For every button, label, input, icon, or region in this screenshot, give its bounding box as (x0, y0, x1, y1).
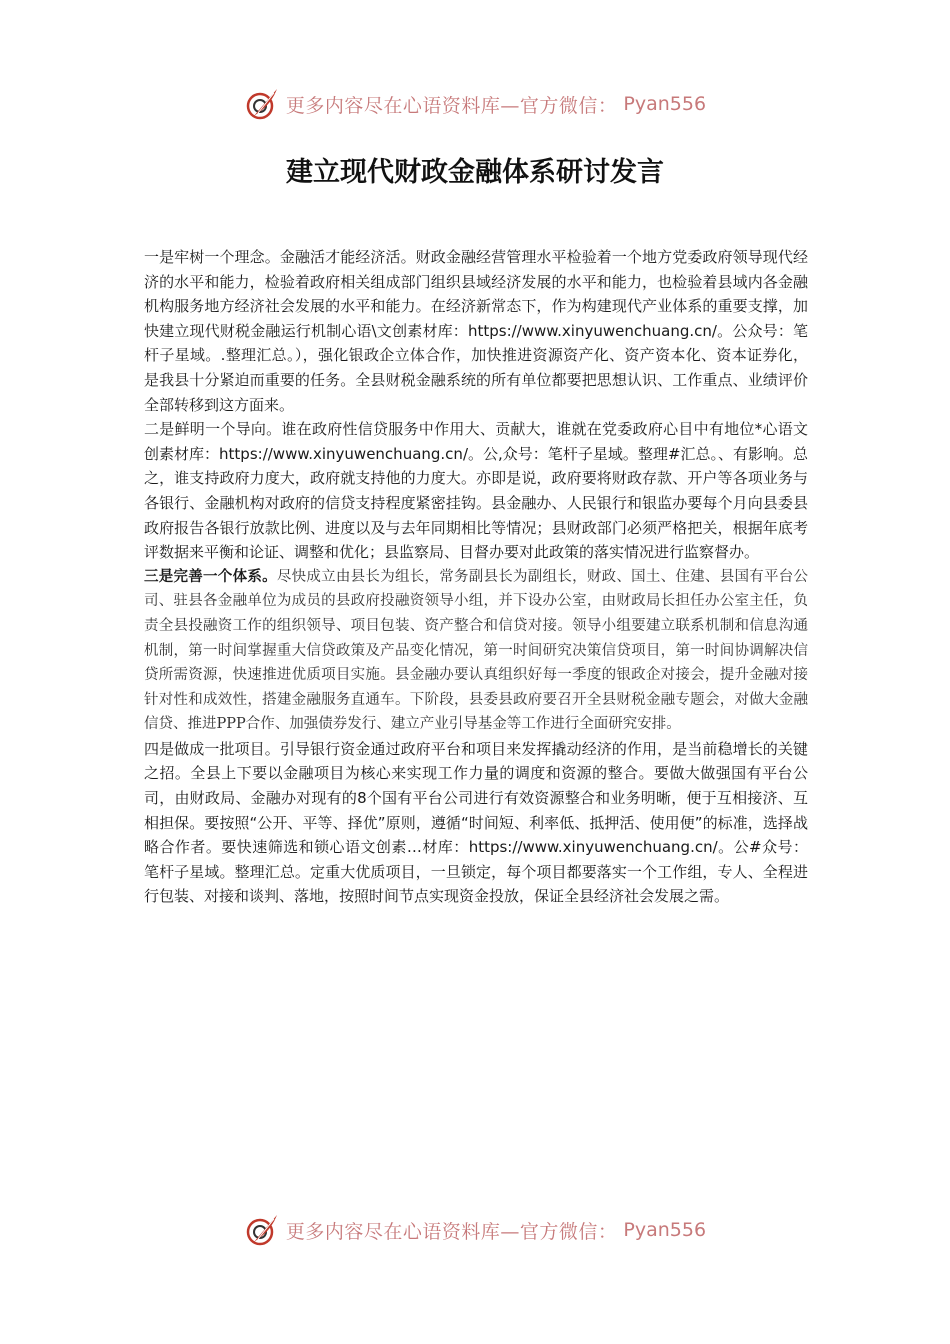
banner-wechat-id: Pyan556 (623, 93, 707, 115)
paragraph-3-lead: 三是完善一个体系。 (144, 568, 277, 585)
paragraph-4: 四是做成一批项目。引导银行资金通过政府平台和项目来发挥撬动经济的作用，是当前稳增长的关键之招。全县上下要以金融项目为核心来实现工作力量的调度和资源的整合。要做大做强国有平台公司，由财政局、金融办对现有的8个国有平台公司进行有效资源整合和业务明晰，便于互相接济、互相担保。要按照“公开、平等、择优”原则，遵循“时间短、利率低、抵押活、使用便”的标准，选择战略合作者。要快速筛选和锁心语文创素…材库：https://www.xinyuwenchuang.cn/。公#众号：笔杆子星域。整理汇总。定重大优质项目，一旦锁定，每个项目都要落实一个工作组，专人、全程进行包装、对接和谈判、落地，按照时间节点实现资金投放，保证全县经济社会发展之需。 (144, 739, 808, 906)
paragraph-2: 二是鲜明一个导向。谁在政府性信贷服务中作用大、贡献大，谁就在党委政府心目中有地位*心语文创素材库：https://www.xinyuwenchuang.cn/。公,众号：笔杆子星域。整理#汇总。、有影响。总之，谁支持政府力度大，政府就支持他的力度大。亦即是说，政府要将财政存款、开户等各项业务与各银行、金融机构对政府的信贷支持程度紧密挂钩。县金融办、人民银行和银监办要每个月向县委县政府报告各银行放款比例、进度以及与去年同期相比等情况；县财政部门必须严格把关，根据年底考评数据来平衡和论证、调整和优化；县监察局、目督办要对此政策的落实情况进行监察督办。 (144, 420, 808, 562)
banner-wechat-id: Pyan556 (623, 1219, 707, 1241)
paragraph-1: 一是牢树一个理念。金融活才能经济活。财政金融经营管理水平检验着一个地方党委政府领导现代经济的水平和能力，检验着政府相关组成部门组织县域经济发展的水平和能力，也检验着县域内各金融机构服务地方经济社会发展的水平和能力。在经济新常态下，作为构建现代产业体系的重要支撑，加快建立现代财税金融运行机制心语\文创素材库：https://www.xinyuwenchuang.cn/。公众号：笔杆子星域。.整理汇总。），强化银政企立体合作，加快推进资源资产化、资产资本化、资本证券化，是我县十分紧迫而重要的任务。全县财税金融系统的所有单位都要把思想认识、工作重点、业绩评价全部转移到这方面来。 (144, 248, 808, 414)
paragraph-3-text: 尽快成立由县长为组长，常务副县长为副组长，财政、国土、住建、县国有平台公司、驻县各金融单位为成员的县政府投融资领导小组，并下设办公室，由财政局长担任办公室主任，负责全县投融资工作的组织领导、项目包装、资产整合和信贷对接。领导小组要建立联系机制和信息沟通机制，第一时间掌握重大信贷政策及产品变化情况，第一时间研究决策信贷项目，第一时间协调解决信贷所需资源，快速推进优质项目实施。县金融办要认真组织好每一季度的银政企对接会，提升金融对接针对性和成效性，搭建金融服务直通车。下阶段，县委县政府要召开全县财税金融专题会，对做大金融信贷、推进PPP合作、加强债券发行、建立产业引导基金等工作进行全面研究安排。 (144, 568, 809, 733)
banner-text: 更多内容尽在心语资料库—官方微信： (285, 94, 618, 117)
banner-text: 更多内容尽在心语资料库—官方微信： (285, 1220, 618, 1243)
quill-logo-icon (244, 86, 280, 122)
paragraph-3 (144, 565, 808, 737)
quill-logo-icon (244, 1212, 280, 1248)
document-body (144, 245, 808, 909)
header-watermark-banner (0, 84, 950, 124)
document-title: 建立现代财政金融体系研讨发言 (286, 157, 664, 188)
footer-watermark-banner (0, 1210, 950, 1250)
